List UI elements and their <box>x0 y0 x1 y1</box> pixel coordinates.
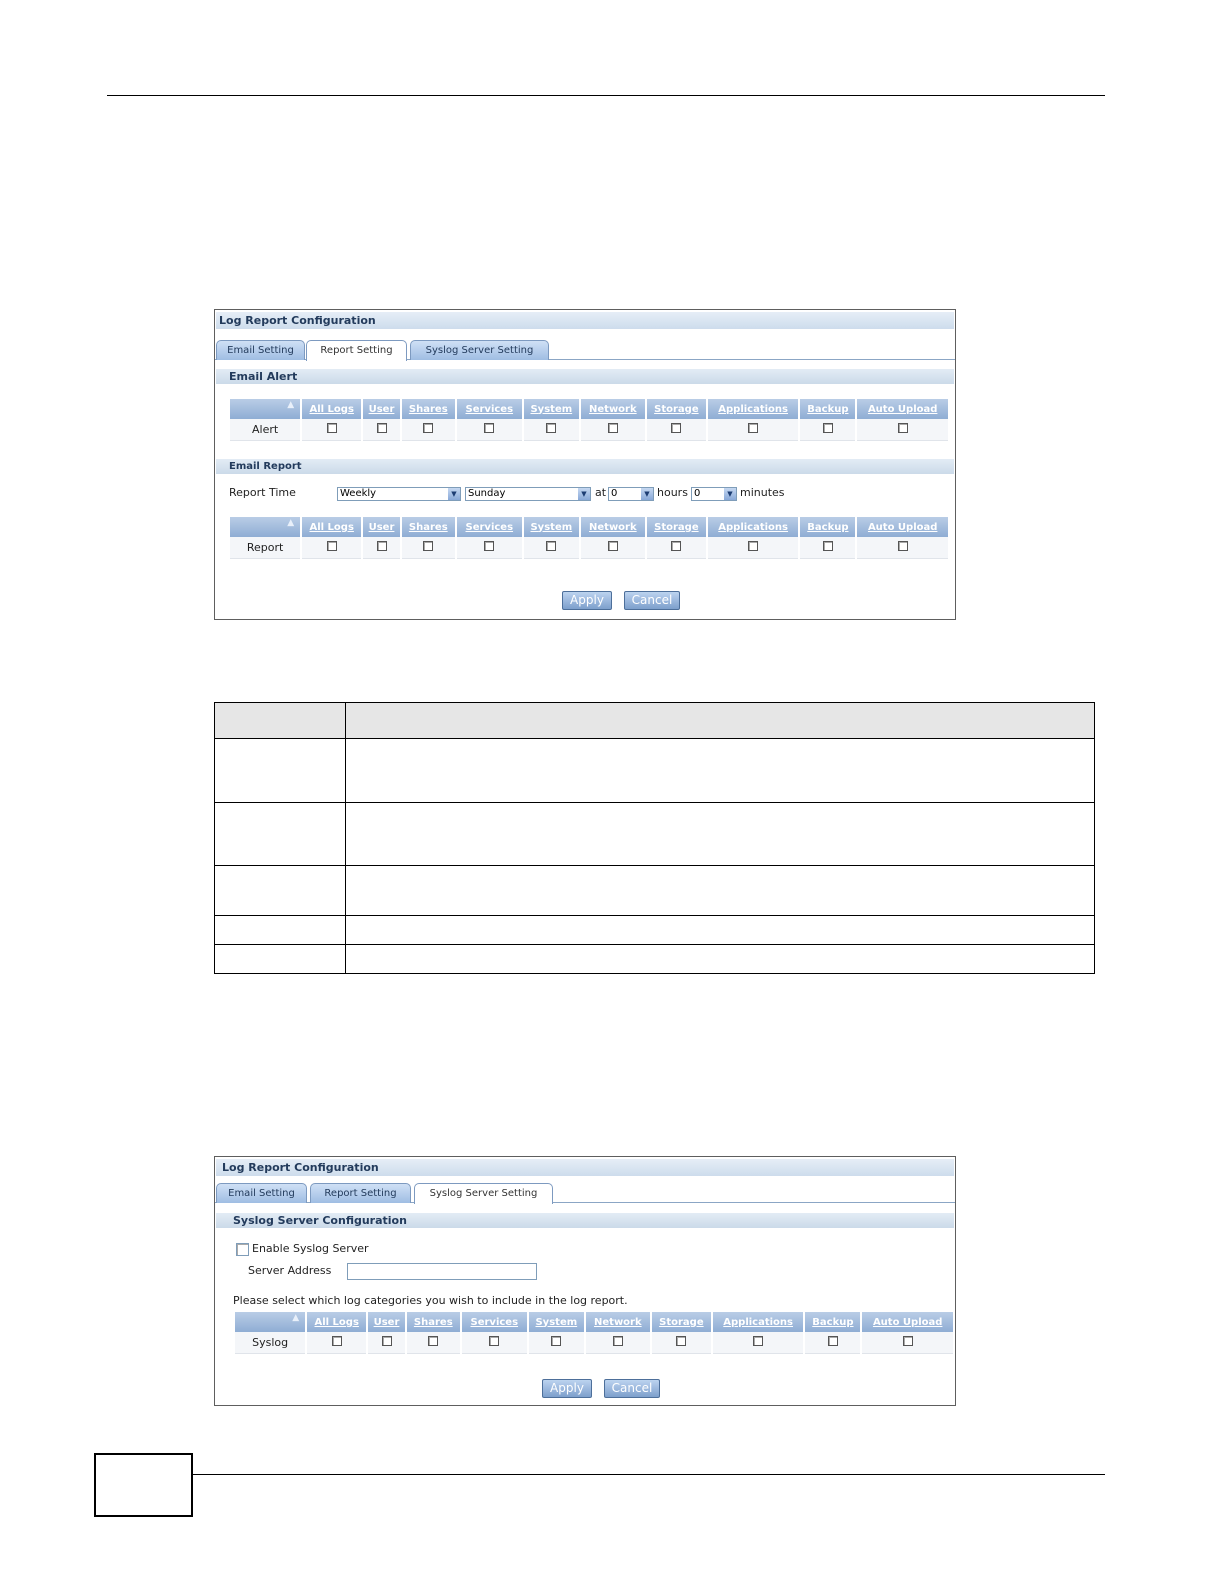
cancel-button[interactable]: Cancel <box>604 1379 660 1398</box>
syslog-shares-checkbox[interactable] <box>428 1336 438 1346</box>
header-system[interactable]: System <box>524 517 579 537</box>
alert-row-label: Alert <box>230 419 300 441</box>
panel-title: Log Report Configuration <box>216 312 954 329</box>
category-header-row <box>230 517 948 537</box>
header-auto-upload[interactable]: Auto Upload <box>857 517 948 537</box>
alert-storage-checkbox[interactable] <box>671 423 681 433</box>
header-storage[interactable]: Storage <box>647 399 706 419</box>
desc-cell <box>346 739 1095 803</box>
syslog-user-checkbox[interactable] <box>382 1336 392 1346</box>
header-shares[interactable]: Shares <box>402 517 455 537</box>
header-storage[interactable]: Storage <box>652 1312 711 1332</box>
frequency-value: Weekly <box>340 488 377 499</box>
header-services[interactable]: Services <box>462 1312 527 1332</box>
header-all-logs[interactable]: All Logs <box>302 399 361 419</box>
desc-cell <box>215 803 346 866</box>
desc-cell <box>346 803 1095 866</box>
footer-rule <box>193 1474 1105 1475</box>
syslog-row <box>235 1332 953 1354</box>
alert-user-checkbox[interactable] <box>377 423 387 433</box>
report-all-logs-checkbox[interactable] <box>327 541 337 551</box>
dropdown-arrow-icon: ▼ <box>724 488 736 500</box>
day-value: Sunday <box>468 488 506 499</box>
apply-button[interactable]: Apply <box>562 591 612 610</box>
category-instruction: Please select which log categories you wish to include in the log report. <box>233 1294 628 1307</box>
syslog-backup-checkbox[interactable] <box>828 1336 838 1346</box>
desc-cell <box>215 866 346 916</box>
header-shares[interactable]: Shares <box>402 399 455 419</box>
enable-syslog-label: Enable Syslog Server <box>252 1242 369 1255</box>
email-report-heading-text: Email Report <box>229 461 302 472</box>
header-rule <box>107 95 1105 96</box>
desc-cell <box>215 739 346 803</box>
alert-system-checkbox[interactable] <box>546 423 556 433</box>
report-applications-checkbox[interactable] <box>748 541 758 551</box>
header-shares[interactable]: Shares <box>407 1312 460 1332</box>
desc-header-row <box>215 703 1095 739</box>
syslog-row-label: Syslog <box>235 1332 305 1354</box>
alert-all-logs-checkbox[interactable] <box>327 423 337 433</box>
at-label: at <box>595 486 607 499</box>
day-select[interactable] <box>465 487 591 501</box>
header-backup[interactable]: Backup <box>805 1312 860 1332</box>
syslog-storage-checkbox[interactable] <box>676 1336 686 1346</box>
desc-cell <box>215 945 346 974</box>
apply-button[interactable]: Apply <box>542 1379 592 1398</box>
report-network-checkbox[interactable] <box>608 541 618 551</box>
category-header-row <box>235 1312 953 1332</box>
header-user[interactable]: User <box>368 1312 405 1332</box>
header-auto-upload[interactable]: Auto Upload <box>862 1312 953 1332</box>
header-applications[interactable]: Applications <box>708 399 799 419</box>
report-user-checkbox[interactable] <box>377 541 387 551</box>
header-applications[interactable]: Applications <box>708 517 799 537</box>
desc-header-label <box>215 703 346 739</box>
syslog-config-heading <box>216 1213 954 1228</box>
alert-network-checkbox[interactable] <box>608 423 618 433</box>
alert-auto-upload-checkbox[interactable] <box>898 423 908 433</box>
email-report-heading <box>216 459 954 474</box>
tab-bar <box>215 1183 955 1203</box>
header-network[interactable]: Network <box>581 517 645 537</box>
tab-report-setting[interactable]: Report Setting <box>306 340 407 361</box>
report-category-table <box>228 517 950 559</box>
tab-report-setting[interactable]: Report Setting <box>310 1183 411 1203</box>
minutes-value: 0 <box>694 488 701 499</box>
alert-services-checkbox[interactable] <box>484 423 494 433</box>
hours-value: 0 <box>611 488 618 499</box>
desc-row <box>215 916 1095 945</box>
report-row <box>230 537 948 559</box>
dropdown-arrow-icon: ▼ <box>448 488 460 500</box>
header-all-logs[interactable]: All Logs <box>302 517 361 537</box>
header-network[interactable]: Network <box>586 1312 650 1332</box>
sort-header[interactable] <box>230 517 300 537</box>
tab-bar <box>215 340 955 360</box>
enable-syslog-checkbox[interactable] <box>236 1243 249 1256</box>
header-auto-upload[interactable]: Auto Upload <box>857 399 948 419</box>
syslog-services-checkbox[interactable] <box>489 1336 499 1346</box>
desc-cell <box>346 945 1095 974</box>
sort-header[interactable] <box>230 399 300 419</box>
alert-applications-checkbox[interactable] <box>748 423 758 433</box>
dropdown-arrow-icon: ▼ <box>641 488 653 500</box>
sort-up-icon: ▲ <box>292 1313 300 1323</box>
log-report-panel-report <box>214 309 956 620</box>
header-system[interactable]: System <box>524 399 579 419</box>
report-system-checkbox[interactable] <box>546 541 556 551</box>
page-number-box <box>94 1453 193 1517</box>
log-report-panel-syslog <box>214 1156 956 1406</box>
syslog-category-table <box>233 1312 955 1354</box>
cancel-button[interactable]: Cancel <box>624 591 680 610</box>
report-row-label: Report <box>230 537 300 559</box>
desc-row <box>215 945 1095 974</box>
server-address-input[interactable] <box>347 1263 537 1280</box>
minutes-select[interactable] <box>691 487 737 501</box>
tab-syslog-server-setting[interactable]: Syslog Server Setting <box>414 1183 553 1204</box>
header-services[interactable]: Services <box>457 399 522 419</box>
frequency-select[interactable] <box>337 487 461 501</box>
desc-cell <box>346 916 1095 945</box>
tab-email-setting[interactable]: Email Setting <box>216 340 305 360</box>
category-header-row <box>230 399 948 419</box>
header-applications[interactable]: Applications <box>713 1312 804 1332</box>
alert-shares-checkbox[interactable] <box>423 423 433 433</box>
header-storage[interactable]: Storage <box>647 517 706 537</box>
email-alert-heading <box>216 369 954 384</box>
report-backup-checkbox[interactable] <box>823 541 833 551</box>
header-backup[interactable]: Backup <box>800 517 855 537</box>
alert-row <box>230 419 948 441</box>
syslog-system-checkbox[interactable] <box>551 1336 561 1346</box>
desc-row <box>215 866 1095 916</box>
header-services[interactable]: Services <box>457 517 522 537</box>
header-all-logs[interactable]: All Logs <box>307 1312 366 1332</box>
report-services-checkbox[interactable] <box>484 541 494 551</box>
field-description-table <box>214 702 1095 974</box>
tab-email-setting[interactable]: Email Setting <box>216 1183 307 1203</box>
syslog-auto-upload-checkbox[interactable] <box>903 1336 913 1346</box>
desc-row <box>215 803 1095 866</box>
header-system[interactable]: System <box>529 1312 584 1332</box>
desc-header-description <box>346 703 1095 739</box>
sort-up-icon: ▲ <box>287 518 295 528</box>
syslog-applications-checkbox[interactable] <box>753 1336 763 1346</box>
desc-cell <box>346 866 1095 916</box>
alert-category-table <box>228 399 950 441</box>
header-network[interactable]: Network <box>581 399 645 419</box>
syslog-config-heading-text: Syslog Server Configuration <box>233 1214 407 1227</box>
hours-select[interactable] <box>608 487 654 501</box>
report-time-label: Report Time <box>229 486 296 499</box>
desc-cell <box>215 916 346 945</box>
sort-header[interactable] <box>235 1312 305 1332</box>
tab-syslog-server-setting[interactable]: Syslog Server Setting <box>410 340 549 360</box>
report-auto-upload-checkbox[interactable] <box>898 541 908 551</box>
email-alert-heading-text: Email Alert <box>229 370 298 383</box>
minutes-label: minutes <box>740 486 785 499</box>
alert-backup-checkbox[interactable] <box>823 423 833 433</box>
dropdown-arrow-icon: ▼ <box>578 488 590 500</box>
panel-title: Log Report Configuration <box>216 1159 954 1176</box>
report-shares-checkbox[interactable] <box>423 541 433 551</box>
server-address-label: Server Address <box>248 1264 332 1277</box>
header-user[interactable]: User <box>363 517 400 537</box>
header-user[interactable]: User <box>363 399 400 419</box>
hours-label: hours <box>657 486 688 499</box>
sort-up-icon: ▲ <box>287 400 295 410</box>
syslog-network-checkbox[interactable] <box>613 1336 623 1346</box>
desc-row <box>215 739 1095 803</box>
syslog-all-logs-checkbox[interactable] <box>332 1336 342 1346</box>
report-storage-checkbox[interactable] <box>671 541 681 551</box>
header-backup[interactable]: Backup <box>800 399 855 419</box>
